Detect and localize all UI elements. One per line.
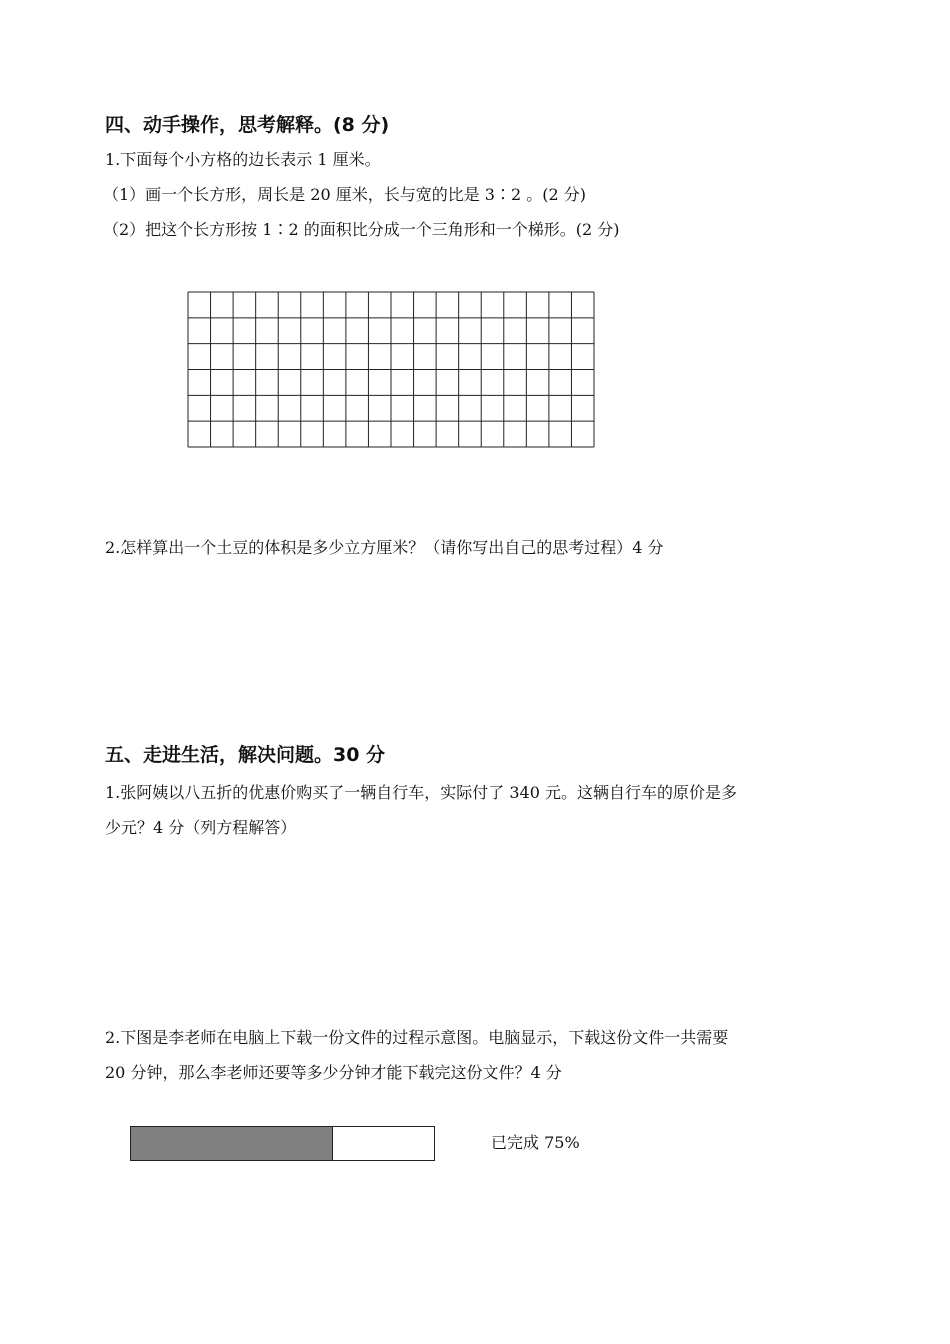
section4-heading: 四、动手操作，思考解释。(8 分)	[105, 114, 390, 136]
s4-q1-text: 1.下面每个小方格的边长表示 1 厘米。	[105, 150, 381, 169]
progress-fill	[131, 1127, 333, 1160]
square-grid	[187, 291, 595, 448]
download-progress-bar	[130, 1126, 435, 1161]
s5-q2-line2: 20 分钟，那么李老师还要等多少分钟才能下载完这份文件？4 分	[105, 1063, 562, 1082]
s5-q1-line2: 少元？4 分（列方程解答）	[105, 818, 297, 837]
s5-q1-line1: 1.张阿姨以八五折的优惠价购买了一辆自行车，实际付了 340 元。这辆自行车的原价是多	[105, 783, 737, 802]
s4-q1-part1: （1）画一个长方形，周长是 20 厘米，长与宽的比是 3∶2 。(2 分)	[103, 185, 586, 204]
s4-q2-text: 2.怎样算出一个土豆的体积是多少立方厘米？（请你写出自己的思考过程）4 分	[105, 538, 664, 557]
section5-heading: 五、走进生活，解决问题。30 分	[105, 744, 386, 766]
s4-q1-part2: （2）把这个长方形按 1∶2 的面积比分成一个三角形和一个梯形。(2 分)	[103, 220, 620, 239]
s5-q2-line1: 2.下图是李老师在电脑上下载一份文件的过程示意图。电脑显示，下载这份文件一共需要	[105, 1028, 729, 1047]
progress-label: 已完成 75%	[491, 1133, 580, 1152]
